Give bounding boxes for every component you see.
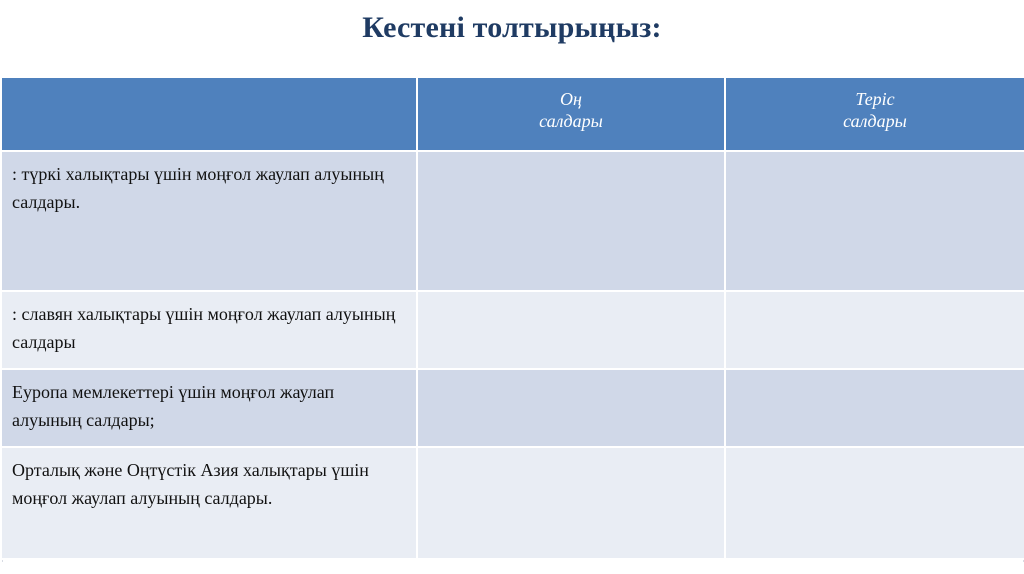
header-negative-line1: Теріс xyxy=(855,89,895,109)
table-row xyxy=(1,369,1024,447)
row-label-europe: Еуропа мемлекеттері үшін моңғол жаулап алуының салдары; xyxy=(1,369,417,447)
header-positive-line2: салдары xyxy=(539,111,603,131)
consequences-table xyxy=(0,76,1024,560)
table-row xyxy=(1,447,1024,559)
row-label-asia: Орталық және Оңтүстік Азия халықтары үшін моңғол жаулап алуының салдары. xyxy=(1,447,417,559)
page-title: Кестені толтырыңыз: xyxy=(362,11,662,44)
row-label-turkic: : түркі халықтары үшін моңғол жаулап алуының салдары. xyxy=(1,151,417,291)
table-row xyxy=(1,291,1024,369)
cell-negative-turkic[interactable] xyxy=(725,151,1024,291)
cell-negative-slavic[interactable] xyxy=(725,291,1024,369)
header-negative-line2: салдары xyxy=(843,111,907,131)
cell-negative-asia[interactable] xyxy=(725,447,1024,559)
header-cell-positive xyxy=(417,77,725,151)
header-positive-line1: Оң xyxy=(560,89,582,109)
cell-positive-europe[interactable] xyxy=(417,369,725,447)
cell-positive-asia[interactable] xyxy=(417,447,725,559)
header-cell-topic xyxy=(1,77,417,151)
cell-negative-europe[interactable] xyxy=(725,369,1024,447)
header-cell-negative xyxy=(725,77,1024,151)
cell-positive-turkic[interactable] xyxy=(417,151,725,291)
table-row xyxy=(1,151,1024,291)
table-header-row xyxy=(1,77,1024,151)
row-label-slavic: : славян халықтары үшін моңғол жаулап алуының салдары xyxy=(1,291,417,369)
cell-positive-slavic[interactable] xyxy=(417,291,725,369)
